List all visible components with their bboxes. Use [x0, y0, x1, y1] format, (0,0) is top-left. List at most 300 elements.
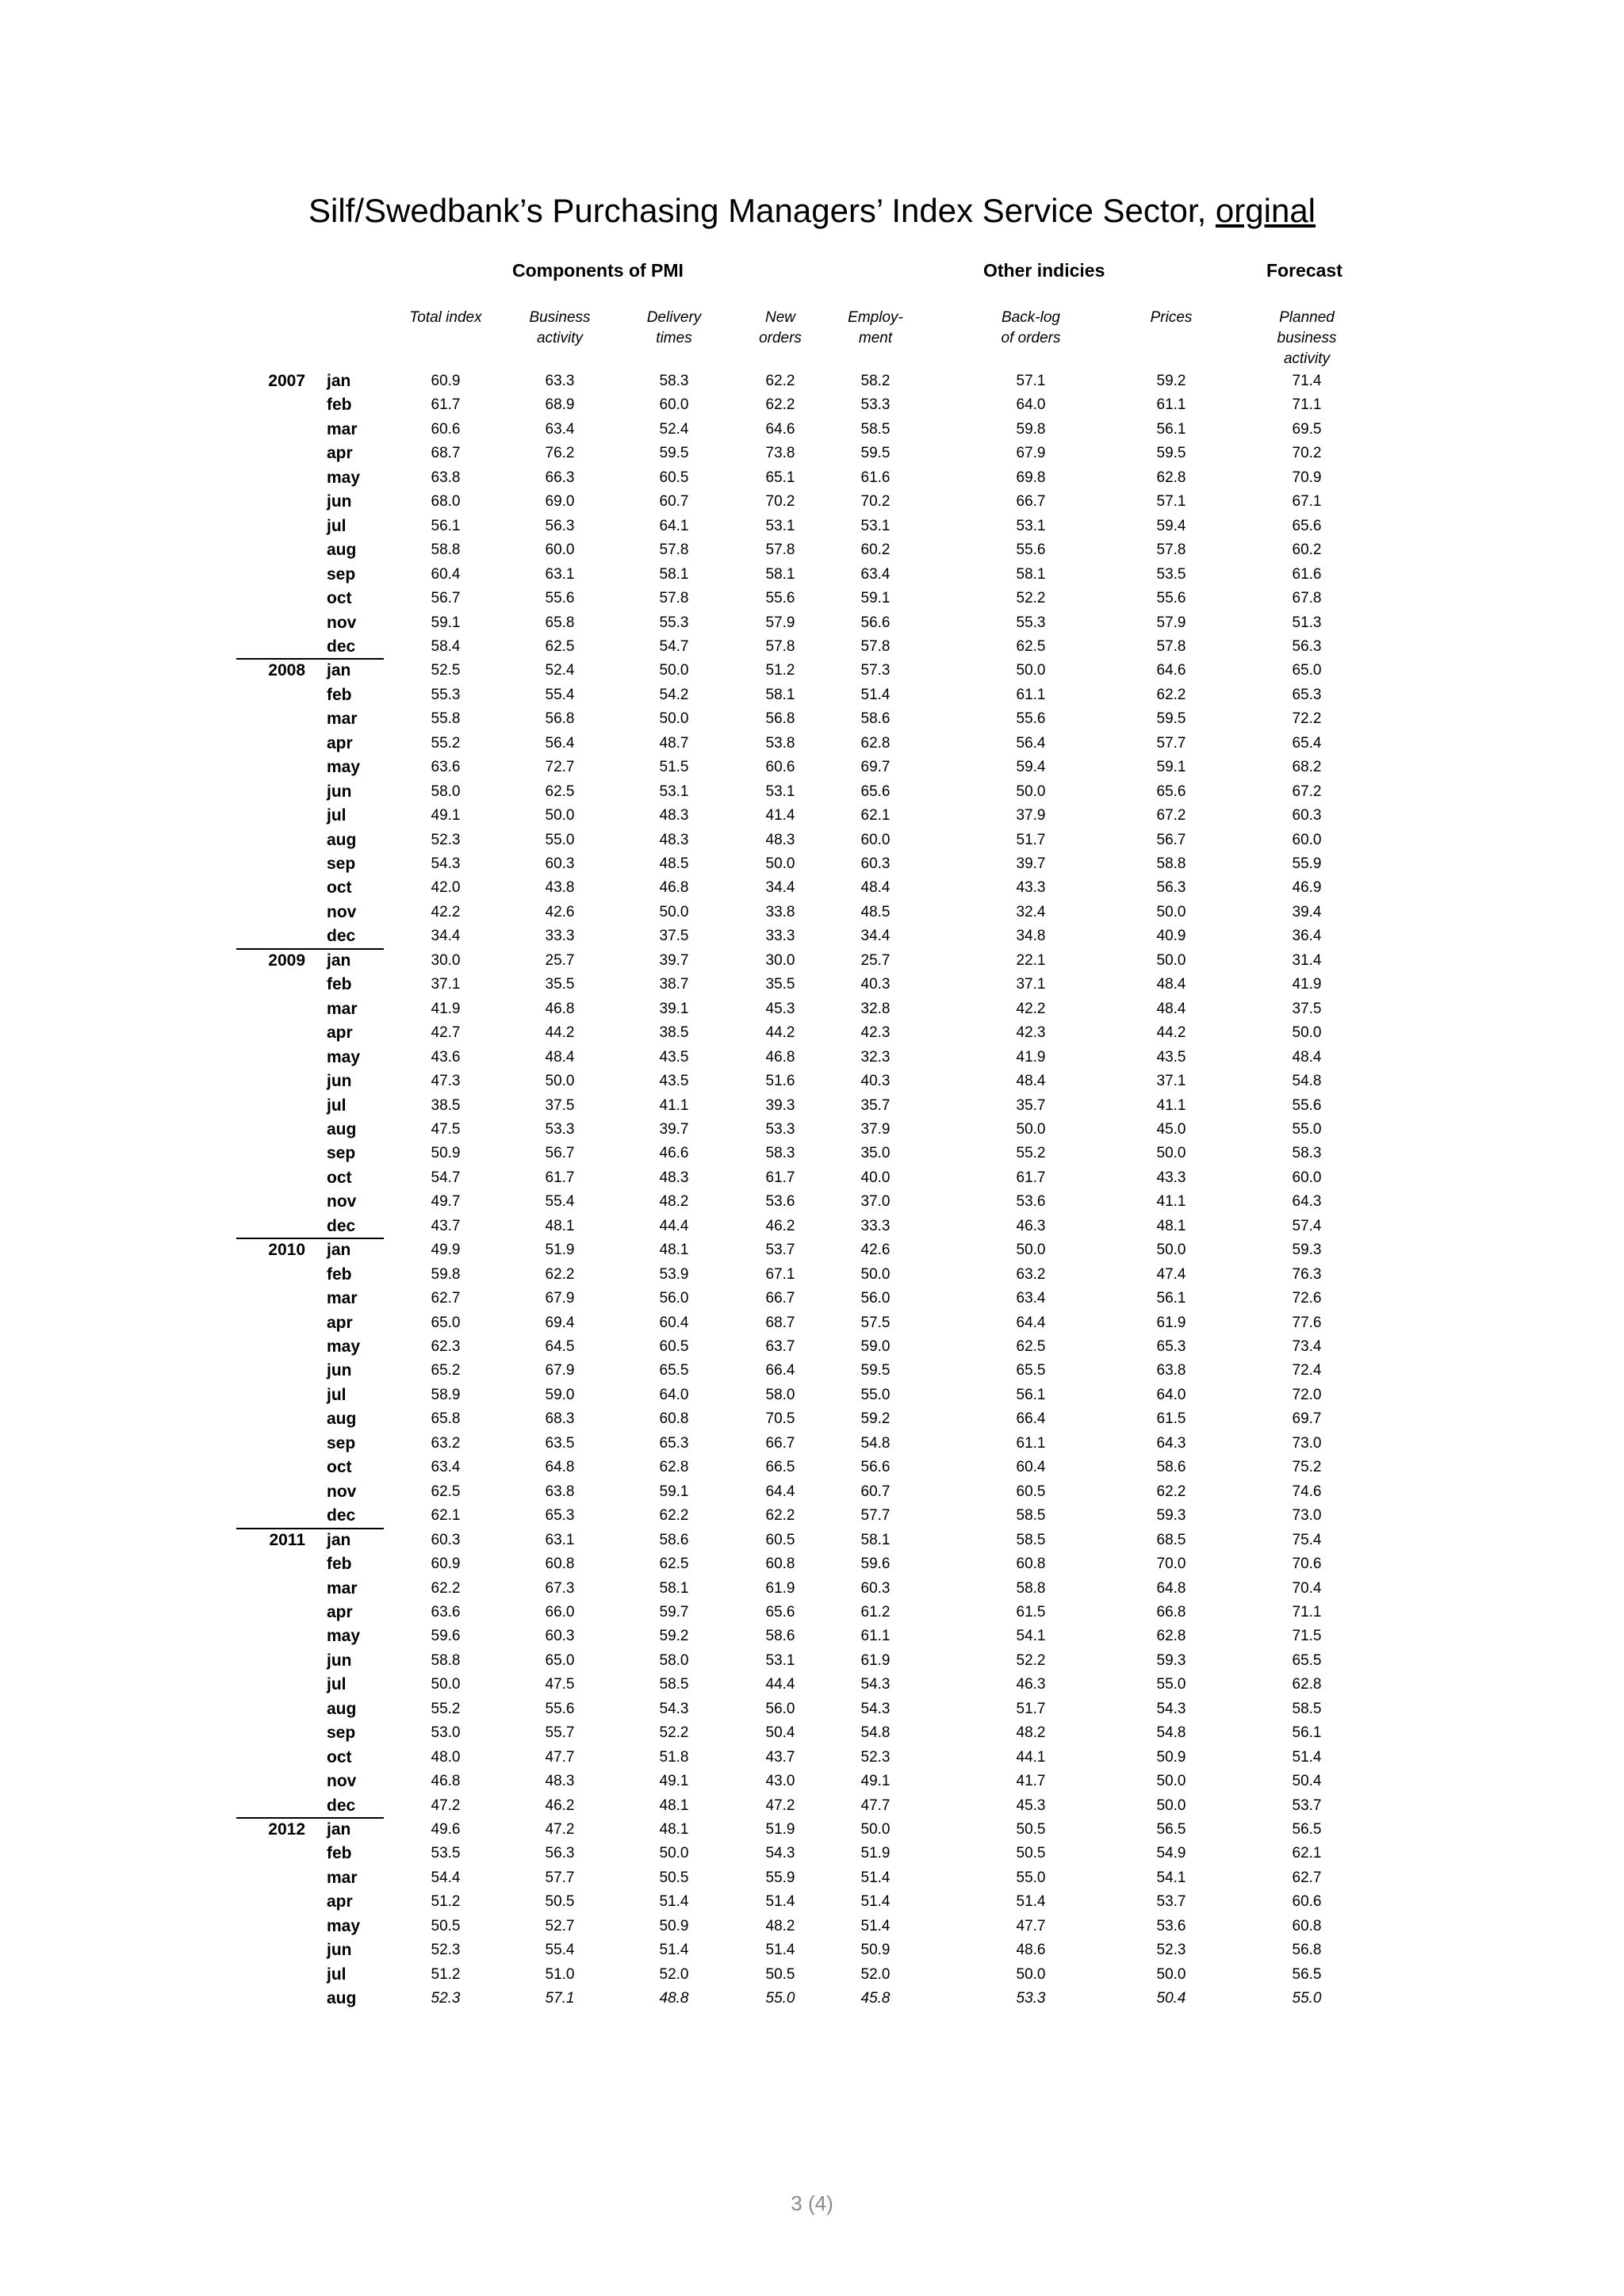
cell-planned-business-activity: 67.8 — [1292, 590, 1322, 607]
cell-total-index: 63.8 — [431, 469, 461, 486]
month-label: jan — [327, 1241, 351, 1260]
cell-new-orders: 50.0 — [765, 855, 795, 872]
month-label: jun — [327, 1072, 352, 1091]
cell-prices: 57.1 — [1156, 493, 1186, 511]
cell-delivery-times: 51.4 — [659, 1942, 689, 1959]
cell-planned-business-activity: 48.4 — [1292, 1048, 1322, 1066]
cell-planned-business-activity: 71.5 — [1292, 1628, 1322, 1645]
cell-backlog-of-orders: 56.4 — [1016, 734, 1046, 752]
cell-new-orders: 58.0 — [765, 1386, 795, 1403]
cell-new-orders: 66.4 — [765, 1362, 795, 1380]
cell-new-orders: 58.6 — [765, 1628, 795, 1645]
cell-planned-business-activity: 72.2 — [1292, 710, 1322, 728]
cell-prices: 50.0 — [1156, 1242, 1186, 1259]
cell-business-activity: 63.4 — [545, 420, 575, 438]
cell-business-activity: 33.3 — [545, 928, 575, 945]
cell-delivery-times: 48.2 — [659, 1193, 689, 1211]
cell-employment: 59.5 — [860, 445, 891, 462]
cell-business-activity: 63.3 — [545, 373, 575, 389]
cell-planned-business-activity: 69.5 — [1292, 420, 1322, 438]
cell-new-orders: 55.0 — [765, 1990, 795, 2007]
cell-delivery-times: 56.0 — [659, 1290, 689, 1307]
cell-business-activity: 56.4 — [545, 734, 575, 752]
cell-employment: 42.3 — [860, 1024, 891, 1042]
month-label: oct — [327, 878, 352, 897]
cell-backlog-of-orders: 50.0 — [1016, 1965, 1046, 1983]
cell-prices: 64.0 — [1156, 1386, 1186, 1403]
cell-business-activity: 52.7 — [545, 1917, 575, 1934]
cell-new-orders: 51.2 — [765, 662, 795, 679]
cell-total-index: 50.5 — [431, 1917, 461, 1934]
cell-planned-business-activity: 55.6 — [1292, 1096, 1322, 1114]
cell-planned-business-activity: 31.4 — [1292, 951, 1322, 969]
cell-business-activity: 50.5 — [545, 1893, 575, 1911]
cell-backlog-of-orders: 52.2 — [1016, 590, 1046, 607]
cell-employment: 50.9 — [860, 1942, 891, 1959]
cell-new-orders: 66.5 — [765, 1459, 795, 1476]
cell-business-activity: 46.8 — [545, 1000, 575, 1017]
cell-business-activity: 50.0 — [545, 1073, 575, 1090]
cell-delivery-times: 48.3 — [659, 807, 689, 825]
cell-new-orders: 57.8 — [765, 637, 795, 655]
cell-prices: 44.2 — [1156, 1024, 1186, 1042]
cell-employment: 54.8 — [860, 1724, 891, 1742]
cell-planned-business-activity: 72.0 — [1292, 1386, 1322, 1403]
cell-total-index: 52.3 — [431, 831, 461, 848]
cell-planned-business-activity: 60.8 — [1292, 1917, 1322, 1934]
cell-delivery-times: 50.5 — [659, 1869, 689, 1886]
cell-planned-business-activity: 70.2 — [1292, 445, 1322, 462]
month-label: nov — [327, 1482, 357, 1501]
cell-prices: 50.4 — [1156, 1990, 1186, 2007]
cell-new-orders: 58.1 — [765, 686, 795, 703]
cell-backlog-of-orders: 50.5 — [1016, 1845, 1046, 1862]
cell-backlog-of-orders: 48.6 — [1016, 1942, 1046, 1959]
cell-new-orders: 53.1 — [765, 1651, 795, 1669]
cell-total-index: 47.5 — [431, 1120, 461, 1138]
month-label: aug — [327, 541, 357, 560]
cell-delivery-times: 60.7 — [659, 493, 689, 511]
cell-new-orders: 48.2 — [765, 1917, 795, 1934]
cell-business-activity: 66.0 — [545, 1603, 575, 1621]
cell-prices: 52.3 — [1156, 1942, 1186, 1959]
cell-delivery-times: 59.1 — [659, 1483, 689, 1500]
cell-business-activity: 55.4 — [545, 1193, 575, 1211]
col-header-line: ment — [858, 330, 893, 346]
cell-prices: 48.1 — [1156, 1217, 1186, 1234]
group-header-components: Components of PMI — [512, 260, 684, 281]
cell-employment: 51.4 — [860, 1893, 891, 1911]
cell-planned-business-activity: 65.6 — [1292, 517, 1322, 534]
cell-prices: 68.5 — [1156, 1531, 1186, 1548]
month-label: aug — [327, 1989, 357, 2008]
cell-business-activity: 60.8 — [545, 1556, 575, 1573]
cell-backlog-of-orders: 48.4 — [1016, 1073, 1046, 1090]
cell-total-index: 49.6 — [431, 1821, 461, 1838]
cell-backlog-of-orders: 32.4 — [1016, 903, 1046, 920]
cell-backlog-of-orders: 50.0 — [1016, 1120, 1046, 1138]
cell-prices: 61.9 — [1156, 1314, 1186, 1331]
cell-backlog-of-orders: 42.2 — [1016, 1000, 1046, 1017]
cell-backlog-of-orders: 60.8 — [1016, 1556, 1046, 1573]
cell-business-activity: 65.3 — [545, 1507, 575, 1525]
cell-employment: 49.1 — [860, 1773, 891, 1790]
cell-business-activity: 67.9 — [545, 1290, 575, 1307]
cell-delivery-times: 65.3 — [659, 1434, 689, 1452]
col-header-line: New — [764, 309, 795, 326]
cell-backlog-of-orders: 39.7 — [1016, 855, 1046, 872]
cell-new-orders: 45.3 — [765, 1000, 795, 1017]
cell-business-activity: 50.0 — [545, 807, 575, 825]
cell-business-activity: 44.2 — [545, 1024, 575, 1042]
cell-employment: 59.6 — [860, 1556, 891, 1573]
cell-prices: 61.5 — [1156, 1410, 1186, 1428]
cell-total-index: 51.2 — [431, 1965, 461, 1983]
cell-backlog-of-orders: 61.1 — [1016, 686, 1046, 703]
cell-delivery-times: 54.3 — [659, 1700, 689, 1717]
page-title — [0, 192, 1624, 230]
cell-new-orders: 33.8 — [765, 903, 795, 920]
month-label: dec — [327, 637, 356, 656]
cell-employment: 33.3 — [860, 1217, 891, 1234]
cell-planned-business-activity: 56.5 — [1292, 1965, 1322, 1983]
cell-total-index: 52.3 — [431, 1942, 461, 1959]
month-label: jun — [327, 492, 352, 511]
cell-backlog-of-orders: 42.3 — [1016, 1024, 1046, 1042]
group-header-other: Other indicies — [983, 260, 1105, 281]
cell-planned-business-activity: 39.4 — [1292, 903, 1322, 920]
cell-backlog-of-orders: 50.0 — [1016, 662, 1046, 679]
cell-employment: 60.7 — [860, 1483, 891, 1500]
cell-total-index: 58.8 — [431, 1651, 461, 1669]
cell-total-index: 42.7 — [431, 1024, 461, 1042]
cell-delivery-times: 60.4 — [659, 1314, 689, 1331]
cell-employment: 59.0 — [860, 1338, 891, 1355]
year-label: 2011 — [269, 1530, 305, 1549]
cell-planned-business-activity: 61.6 — [1292, 565, 1322, 583]
cell-total-index: 63.6 — [431, 759, 461, 776]
cell-delivery-times: 62.5 — [659, 1556, 689, 1573]
cell-planned-business-activity: 55.9 — [1292, 855, 1322, 872]
cell-planned-business-activity: 77.6 — [1292, 1314, 1322, 1331]
cell-planned-business-activity: 60.6 — [1292, 1893, 1322, 1911]
cell-business-activity: 62.2 — [545, 1265, 575, 1283]
cell-new-orders: 51.4 — [765, 1893, 795, 1911]
cell-employment: 57.7 — [860, 1507, 891, 1525]
cell-delivery-times: 58.1 — [659, 565, 689, 583]
cell-prices: 48.4 — [1156, 976, 1186, 993]
cell-employment: 60.3 — [860, 1579, 891, 1597]
cell-total-index: 65.8 — [431, 1410, 461, 1428]
cell-planned-business-activity: 55.0 — [1292, 1990, 1322, 2007]
cell-new-orders: 53.1 — [765, 783, 795, 800]
cell-employment: 57.8 — [860, 637, 891, 655]
cell-employment: 50.0 — [860, 1265, 891, 1283]
cell-backlog-of-orders: 34.8 — [1016, 928, 1046, 945]
cell-total-index: 53.5 — [431, 1845, 461, 1862]
cell-new-orders: 43.0 — [765, 1773, 795, 1790]
cell-delivery-times: 48.1 — [659, 1242, 689, 1259]
cell-employment: 37.9 — [860, 1120, 891, 1138]
cell-business-activity: 57.7 — [545, 1869, 575, 1886]
cell-business-activity: 53.3 — [545, 1120, 575, 1138]
month-label: aug — [327, 1119, 357, 1138]
cell-prices: 54.9 — [1156, 1845, 1186, 1862]
cell-planned-business-activity: 56.1 — [1292, 1724, 1322, 1742]
cell-delivery-times: 46.8 — [659, 879, 689, 897]
month-label: mar — [327, 419, 358, 438]
cell-planned-business-activity: 60.0 — [1292, 831, 1322, 848]
cell-employment: 51.4 — [860, 1917, 891, 1934]
cell-delivery-times: 60.5 — [659, 1338, 689, 1355]
cell-planned-business-activity: 71.1 — [1292, 1603, 1322, 1621]
month-label: may — [327, 1627, 361, 1646]
cell-new-orders: 67.1 — [765, 1265, 795, 1283]
cell-prices: 59.1 — [1156, 759, 1186, 776]
cell-new-orders: 56.0 — [765, 1700, 795, 1717]
month-label: apr — [327, 1602, 353, 1621]
cell-prices: 66.8 — [1156, 1603, 1186, 1621]
cell-backlog-of-orders: 44.1 — [1016, 1748, 1046, 1766]
cell-total-index: 49.7 — [431, 1193, 461, 1211]
cell-employment: 62.8 — [860, 734, 891, 752]
cell-total-index: 56.1 — [431, 517, 461, 534]
cell-total-index: 30.0 — [431, 951, 461, 969]
cell-business-activity: 48.4 — [545, 1048, 575, 1066]
month-label: jan — [327, 372, 351, 390]
month-label: may — [327, 1916, 361, 1935]
cell-delivery-times: 53.1 — [659, 783, 689, 800]
cell-prices: 56.1 — [1156, 1290, 1186, 1307]
cell-backlog-of-orders: 51.4 — [1016, 1893, 1046, 1911]
cell-backlog-of-orders: 47.7 — [1016, 1917, 1046, 1934]
month-label: jun — [327, 1361, 352, 1380]
cell-prices: 45.0 — [1156, 1120, 1186, 1138]
cell-prices: 62.2 — [1156, 1483, 1186, 1500]
cell-employment: 34.4 — [860, 928, 891, 945]
cell-employment: 42.6 — [860, 1242, 891, 1259]
cell-employment: 57.3 — [860, 662, 891, 679]
cell-employment: 58.6 — [860, 710, 891, 728]
cell-business-activity: 61.7 — [545, 1169, 575, 1186]
cell-new-orders: 35.5 — [765, 976, 795, 993]
cell-new-orders: 61.9 — [765, 1579, 795, 1597]
cell-business-activity: 56.3 — [545, 1845, 575, 1862]
month-label: jul — [327, 1385, 347, 1404]
cell-backlog-of-orders: 60.4 — [1016, 1459, 1046, 1476]
cell-business-activity: 55.6 — [545, 590, 575, 607]
cell-delivery-times: 48.3 — [659, 1169, 689, 1186]
month-label: sep — [327, 1724, 356, 1743]
cell-delivery-times: 58.0 — [659, 1651, 689, 1669]
year-label: 2010 — [268, 1241, 305, 1260]
cell-employment: 25.7 — [860, 951, 891, 969]
month-label: dec — [327, 1796, 356, 1815]
cell-new-orders: 53.7 — [765, 1242, 795, 1259]
cell-business-activity: 63.5 — [545, 1434, 575, 1452]
cell-backlog-of-orders: 55.6 — [1016, 541, 1046, 559]
cell-total-index: 62.2 — [431, 1579, 461, 1597]
cell-business-activity: 62.5 — [545, 783, 575, 800]
cell-business-activity: 64.5 — [545, 1338, 575, 1355]
cell-employment: 60.0 — [860, 831, 891, 848]
cell-backlog-of-orders: 53.1 — [1016, 517, 1046, 534]
cell-total-index: 62.5 — [431, 1483, 461, 1500]
cell-business-activity: 55.0 — [545, 831, 575, 848]
month-label: mar — [327, 1868, 358, 1887]
cell-business-activity: 55.7 — [545, 1724, 575, 1742]
cell-total-index: 60.4 — [431, 565, 461, 583]
cell-employment: 54.3 — [860, 1676, 891, 1693]
cell-total-index: 59.1 — [431, 614, 461, 631]
cell-business-activity: 72.7 — [545, 759, 575, 776]
cell-delivery-times: 48.5 — [659, 855, 689, 872]
month-label: feb — [327, 685, 352, 704]
cell-total-index: 60.3 — [431, 1531, 461, 1548]
cell-backlog-of-orders: 66.7 — [1016, 493, 1046, 511]
cell-backlog-of-orders: 46.3 — [1016, 1217, 1046, 1234]
cell-new-orders: 61.7 — [765, 1169, 795, 1186]
cell-new-orders: 51.9 — [765, 1821, 795, 1838]
year-divider — [236, 1238, 384, 1239]
month-label: oct — [327, 1168, 352, 1187]
cell-planned-business-activity: 74.6 — [1292, 1483, 1322, 1500]
cell-backlog-of-orders: 50.0 — [1016, 1242, 1046, 1259]
cell-planned-business-activity: 70.4 — [1292, 1579, 1322, 1597]
cell-employment: 54.3 — [860, 1700, 891, 1717]
month-label: aug — [327, 1410, 357, 1429]
cell-prices: 50.0 — [1156, 903, 1186, 920]
cell-backlog-of-orders: 65.5 — [1016, 1362, 1046, 1380]
cell-planned-business-activity: 41.9 — [1292, 976, 1322, 993]
col-header-line: orders — [759, 330, 802, 346]
cell-new-orders: 48.3 — [765, 831, 795, 848]
cell-employment: 40.3 — [860, 976, 891, 993]
col-header-planned-business-activity — [1239, 308, 1374, 369]
cell-delivery-times: 58.1 — [659, 1579, 689, 1597]
cell-planned-business-activity: 75.2 — [1292, 1459, 1322, 1476]
cell-prices: 59.5 — [1156, 445, 1186, 462]
cell-planned-business-activity: 58.5 — [1292, 1700, 1322, 1717]
cell-planned-business-activity: 50.4 — [1292, 1773, 1322, 1790]
cell-delivery-times: 46.6 — [659, 1145, 689, 1162]
cell-planned-business-activity: 72.4 — [1292, 1362, 1322, 1380]
cell-business-activity: 67.9 — [545, 1362, 575, 1380]
cell-new-orders: 44.4 — [765, 1676, 795, 1693]
cell-delivery-times: 51.5 — [659, 759, 689, 776]
cell-delivery-times: 51.8 — [659, 1748, 689, 1766]
cell-delivery-times: 58.3 — [659, 373, 689, 389]
cell-delivery-times: 51.4 — [659, 1893, 689, 1911]
cell-employment: 58.2 — [860, 373, 891, 389]
cell-employment: 48.4 — [860, 879, 891, 897]
month-label: oct — [327, 589, 352, 608]
cell-backlog-of-orders: 62.5 — [1016, 1338, 1046, 1355]
cell-business-activity: 66.3 — [545, 469, 575, 486]
cell-prices: 37.1 — [1156, 1073, 1186, 1090]
cell-total-index: 60.6 — [431, 420, 461, 438]
year-label: 2009 — [268, 951, 305, 970]
cell-backlog-of-orders: 22.1 — [1016, 951, 1046, 969]
month-label: jan — [327, 951, 351, 970]
cell-total-index: 62.1 — [431, 1507, 461, 1525]
cell-employment: 45.8 — [860, 1990, 891, 2007]
cell-total-index: 59.6 — [431, 1628, 461, 1645]
cell-new-orders: 33.3 — [765, 928, 795, 945]
cell-backlog-of-orders: 43.3 — [1016, 879, 1046, 897]
month-label: feb — [327, 396, 352, 415]
col-header-line: Back-log — [1002, 309, 1060, 326]
cell-prices: 53.6 — [1156, 1917, 1186, 1934]
cell-prices: 62.8 — [1156, 1628, 1186, 1645]
col-header-employment — [808, 308, 943, 349]
cell-delivery-times: 50.0 — [659, 662, 689, 679]
cell-planned-business-activity: 73.4 — [1292, 1338, 1322, 1355]
col-header-backlog-of-orders — [963, 308, 1098, 349]
cell-new-orders: 66.7 — [765, 1290, 795, 1307]
cell-business-activity: 63.8 — [545, 1483, 575, 1500]
cell-total-index: 60.9 — [431, 1556, 461, 1573]
cell-business-activity: 64.8 — [545, 1459, 575, 1476]
cell-business-activity: 67.3 — [545, 1579, 575, 1597]
col-header-line: Business — [529, 309, 591, 326]
cell-total-index: 58.8 — [431, 541, 461, 559]
cell-prices: 50.0 — [1156, 951, 1186, 969]
cell-backlog-of-orders: 66.4 — [1016, 1410, 1046, 1428]
cell-prices: 50.0 — [1156, 1773, 1186, 1790]
cell-delivery-times: 50.0 — [659, 903, 689, 920]
cell-prices: 56.1 — [1156, 420, 1186, 438]
cell-prices: 67.2 — [1156, 807, 1186, 825]
cell-new-orders: 70.2 — [765, 493, 795, 511]
cell-planned-business-activity: 56.5 — [1292, 1821, 1322, 1838]
cell-employment: 32.8 — [860, 1000, 891, 1017]
month-label: nov — [327, 1772, 357, 1791]
cell-employment: 40.0 — [860, 1169, 891, 1186]
cell-prices: 54.3 — [1156, 1700, 1186, 1717]
cell-delivery-times: 43.5 — [659, 1073, 689, 1090]
cell-total-index: 52.3 — [431, 1990, 461, 2007]
cell-prices: 43.3 — [1156, 1169, 1186, 1186]
title-link[interactable]: orginal — [1215, 192, 1316, 229]
cell-delivery-times: 43.5 — [659, 1048, 689, 1066]
cell-backlog-of-orders: 53.6 — [1016, 1193, 1046, 1211]
cell-prices: 40.9 — [1156, 928, 1186, 945]
cell-total-index: 37.1 — [431, 976, 461, 993]
title-text: Silf/Swedbank’s Purchasing Managers’ Index Service Sector, — [308, 192, 1216, 229]
cell-employment: 51.9 — [860, 1845, 891, 1862]
month-label: jun — [327, 1941, 352, 1960]
cell-delivery-times: 58.5 — [659, 1676, 689, 1693]
cell-new-orders: 54.3 — [765, 1845, 795, 1862]
cell-business-activity: 55.4 — [545, 686, 575, 703]
month-label: aug — [327, 1699, 357, 1718]
cell-delivery-times: 41.1 — [659, 1096, 689, 1114]
cell-backlog-of-orders: 37.1 — [1016, 976, 1046, 993]
cell-backlog-of-orders: 57.1 — [1016, 373, 1046, 389]
cell-new-orders: 60.5 — [765, 1531, 795, 1548]
cell-delivery-times: 48.8 — [659, 1990, 689, 2007]
cell-planned-business-activity: 60.2 — [1292, 541, 1322, 559]
cell-employment: 56.6 — [860, 1459, 891, 1476]
col-header-line: times — [656, 330, 692, 346]
cell-backlog-of-orders: 46.3 — [1016, 1676, 1046, 1693]
col-header-line: Total index — [409, 309, 482, 326]
month-label: mar — [327, 710, 358, 729]
cell-prices: 62.2 — [1156, 686, 1186, 703]
year-divider — [236, 948, 384, 950]
cell-planned-business-activity: 75.4 — [1292, 1531, 1322, 1548]
